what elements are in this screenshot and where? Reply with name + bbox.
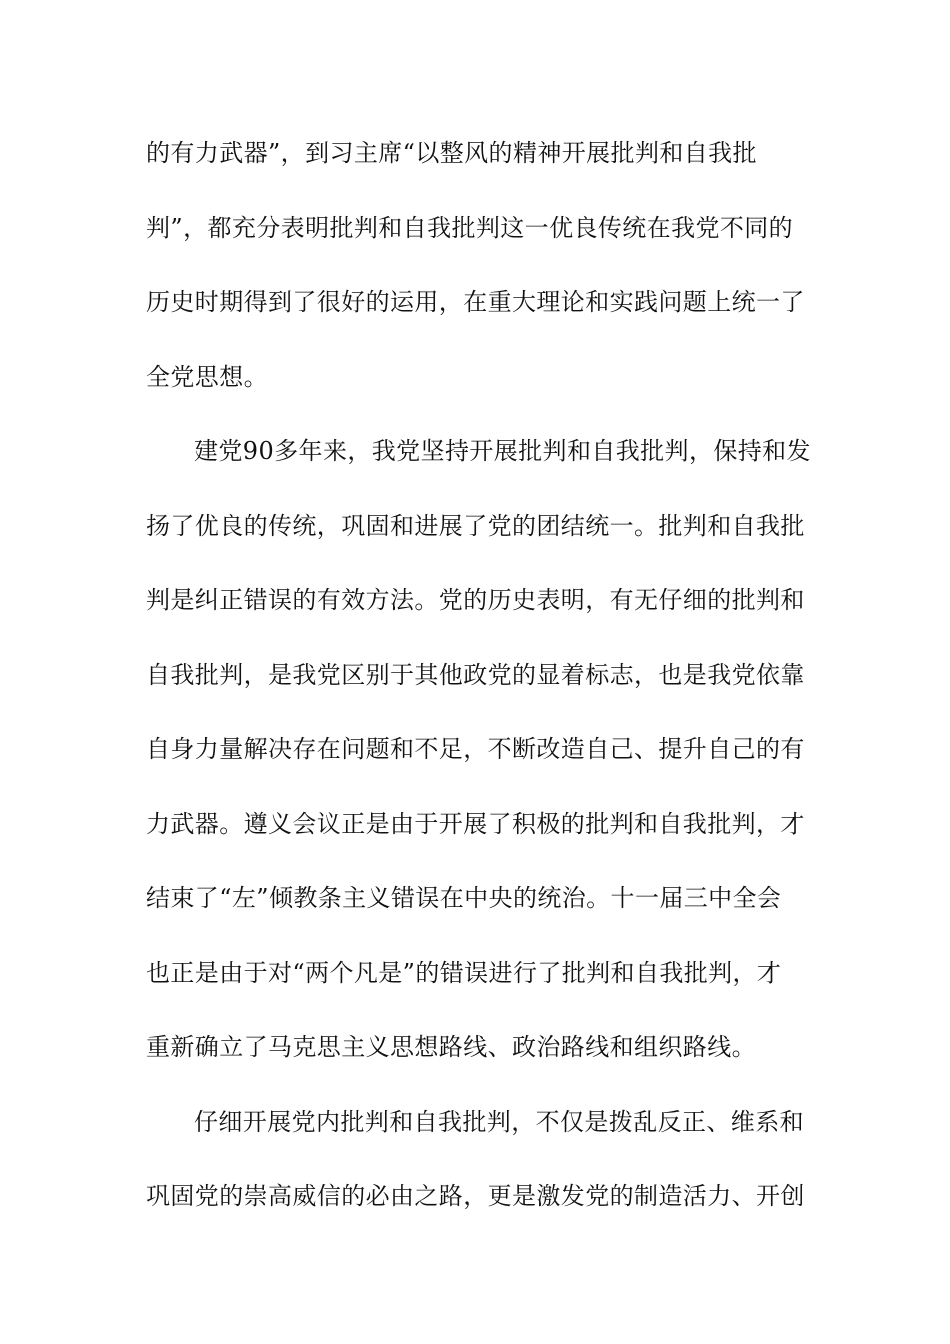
text-line: 重新确立了马克思主义思想路线、政治路线和组织路线。 (146, 1033, 756, 1061)
text-line: 自我批判，是我党区别于其他政党的显着标志，也是我党依靠 (146, 660, 805, 689)
text-line: 判”，都充分表明批判和自我批判这一优良传统在我党不同的 (146, 213, 794, 242)
text-line: 力武器。遵义会议正是由于开展了积极的批判和自我批判，才 (146, 809, 805, 838)
text-line: 历史时期得到了很好的运用，在重大理论和实践问题上统一了 (146, 288, 805, 316)
paragraph-start-line: 建党90多年来，我党坚持开展批判和自我批判，保持和发 (194, 437, 811, 465)
text-line: 扬了优良的传统，巩固和进展了党的团结统一。批判和自我批 (146, 511, 805, 540)
paragraph-start-line: 仔细开展党内批判和自我批判，不仅是拨乱反正、维系和 (194, 1107, 804, 1136)
text-line: 结束了“左”倾教条主义错误在中央的统治。十一届三中全会 (146, 884, 782, 912)
text-line: 自身力量解决存在问题和不足，不断改造自己、提升自己的有 (146, 735, 805, 763)
text-line: 判是纠正错误的有效方法。党的历史表明，有无仔细的批判和 (146, 586, 805, 614)
text-line: 巩固党的崇高威信的必由之路，更是激发党的制造活力、开创 (146, 1182, 805, 1210)
text-line: 的有力武器”，到习主席“以整风的精神开展批判和自我批 (146, 139, 757, 167)
text-line: 全党思想。 (146, 362, 268, 391)
document-body (146, 128, 816, 1246)
text-line: 也正是由于对“两个凡是”的错误进行了批判和自我批判，才 (146, 958, 782, 987)
